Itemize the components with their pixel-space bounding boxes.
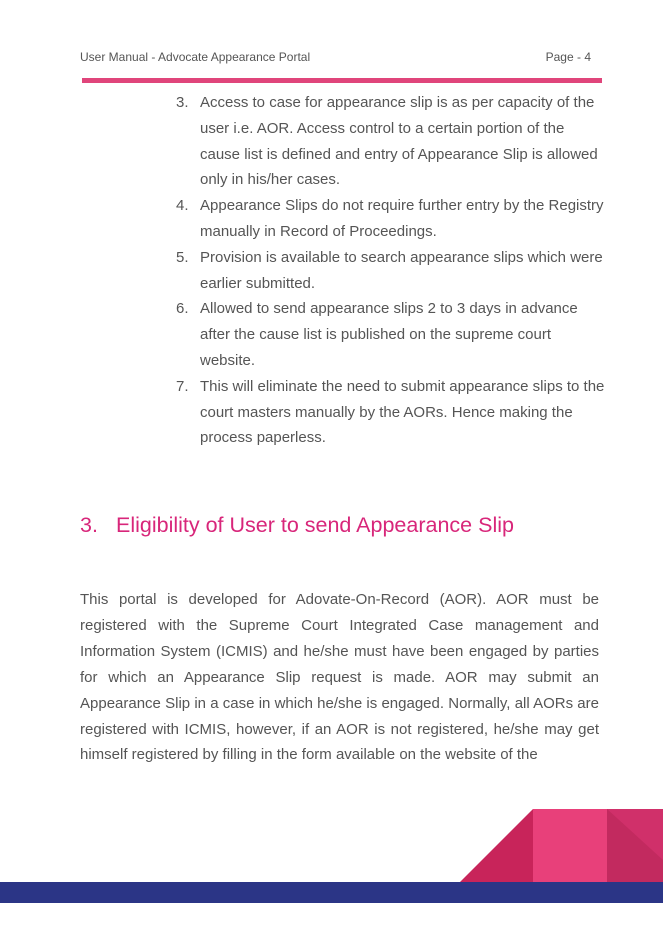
list-item-text: Allowed to send appearance slips 2 to 3 days in advance after the cause list is published on the supreme court website.	[200, 300, 578, 369]
list-item	[176, 245, 606, 297]
list-item-text: Appearance Slips do not require further entry by the Registry manually in Record of Proceedings.	[200, 197, 604, 240]
footer-bar	[0, 882, 663, 903]
footer-pink-block	[533, 809, 607, 882]
list-item	[176, 296, 606, 373]
list-item-text: Access to case for appearance slip is as per capacity of the user i.e. AOR. Access control to a certain portion of the cause list is defined and entry of Appearance Slip is allowed only in his/her cases.	[200, 94, 598, 189]
header-divider	[82, 78, 602, 83]
list-item-number: 5.	[176, 248, 189, 266]
section-title: Eligibility of User to send Appearance Slip	[115, 513, 514, 537]
list-item-number: 6.	[176, 300, 189, 318]
section-number: 3.	[80, 513, 98, 537]
list-item-text: This will eliminate the need to submit appearance slips to the court masters manually by the AORs. Hence making the process paperless.	[200, 377, 605, 447]
list-item	[176, 90, 606, 193]
list-item-number: 4.	[176, 197, 189, 215]
footer-crimson-triangle	[460, 809, 533, 882]
list-item-number: 3.	[176, 94, 189, 111]
list-item-text: Provision is available to search appearance slips which were earlier submitted.	[200, 248, 603, 292]
list-item	[176, 193, 606, 245]
page-number: Page - 4	[545, 50, 591, 64]
footer-decoration	[0, 800, 663, 903]
eligibility-paragraph: This portal is developed for Adovate-On-Record (AOR). AOR must be registered with the Supreme Court Integrated Case management and Information System (ICMIS) and he/she must have been engaged by parties for which an Appearance Slip request is made. AOR may submit an Appearance Slip in a case in which he/she is engaged. Normally, all AORs are registered with ICMIS, however, if an AOR is not registered, he/she may get himself registered by filling in the form available on the website of the	[80, 591, 599, 764]
feature-list	[176, 90, 606, 451]
list-item-number: 7.	[176, 377, 189, 395]
list-item	[176, 374, 606, 451]
section-heading	[80, 513, 514, 538]
header-title: User Manual - Advocate Appearance Portal	[80, 50, 311, 64]
